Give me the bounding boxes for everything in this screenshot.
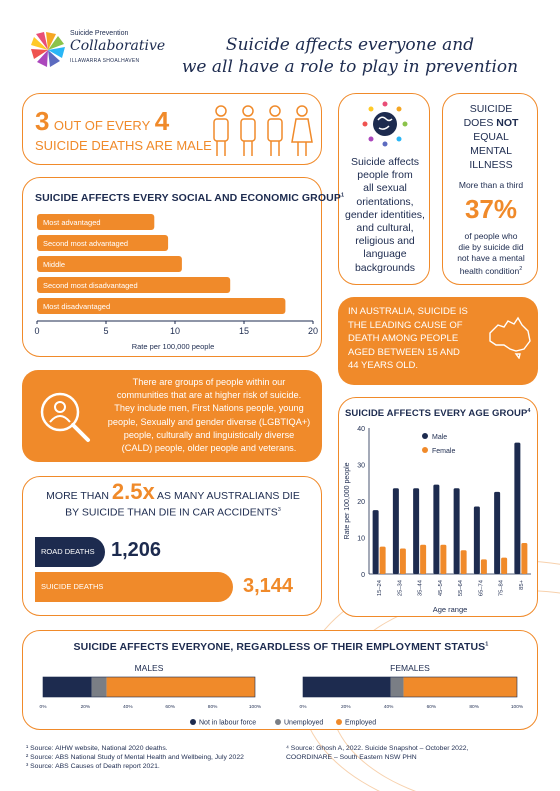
car-heading-text: MORE THAN [46,490,112,502]
australia-map-icon [486,315,532,359]
age-title-text: SUICIDE AFFECTS EVERY AGE GROUP [345,408,528,420]
male-stat-line1 [35,106,169,137]
mental-line: ILLNESS [469,159,513,171]
age-legend-swatch [422,433,428,439]
title-line1: Suicide affects everyone and [225,35,475,55]
employment-legend-swatch [190,719,196,725]
age-x-tick-label: 45–54 [437,580,444,597]
employment-group-label: MALES [134,663,164,673]
car-heading-text: BY SUICIDE THAN DIE IN CAR ACCIDENTS [65,506,278,519]
suicide-deaths-bar [35,572,233,602]
socio-title [35,192,344,204]
age-bar-male [514,443,520,574]
socio-tick-label: 10 [169,326,181,336]
employment-tick-label: 20% [340,705,351,710]
age-title [345,408,531,419]
age-bar-female [440,545,446,574]
socio-chart-svg [23,208,323,353]
footnote: ² Source: ABS National Study of Mental Health and Wellbeing, July 2022 [26,754,244,761]
groups-line: people, culturally and linguistically diverse [123,429,295,440]
suicide-deaths-label: SUICIDE DEATHS [41,582,104,591]
employment-legend-label: Unemployed [284,719,324,727]
employment-tick-label: 0% [299,705,307,710]
diversity-line: orientations, [356,195,414,208]
logo-line2: Collaborative [70,38,166,54]
logo-mark-icon [28,30,68,70]
mental-line [443,116,539,130]
age-x-tick-label: 55–64 [458,580,465,597]
socio-bar-label: Second most disadvantaged [43,281,138,290]
age-y-tick-label: 40 [357,426,365,433]
employment-legend-label: Employed [345,719,377,727]
australia-line: THE LEADING CAUSE OF [348,319,463,331]
mental-line-bold: NOT [496,117,519,129]
socio-tick-label: 20 [307,326,319,336]
globe-icon [361,100,409,148]
socio-bar-label: Second most advantaged [43,239,129,248]
male-stat-card [22,93,322,165]
car-heading-line1 [23,479,323,504]
mental-line: EQUAL [473,131,509,143]
socio-tick-label: 5 [103,326,109,336]
diversity-line: Suicide affects [350,156,420,168]
age-x-tick-label: 15–24 [377,580,384,597]
socio-bar-label: Middle [43,260,66,269]
page-title [170,34,530,78]
mental-desc-line: of people who [464,231,518,241]
age-bar-female [481,559,487,574]
australia-card [338,297,538,385]
employment-tick-label: 0% [39,705,47,710]
mental-line: MENTAL [470,145,512,157]
age-bar-female [461,550,467,574]
employment-bar-segment [107,677,255,697]
mental-desc [443,231,539,277]
mental-illness-card [442,93,538,285]
groups-line: communities that are at higher risk of suicide. [116,390,302,401]
logo-line1: Suicide Prevention [70,30,129,37]
male-stat-line2: SUICIDE DEATHS ARE MALE [35,138,212,153]
footnote: ³ Source: ABS Causes of Death report 2021. [26,763,160,770]
footnote: ⁴ Source: Ghosh A, 2022. Suicide Snapshot – October 2022, [286,745,469,752]
employment-group-label: FEMALES [390,663,430,673]
road-deaths-bar [35,537,105,567]
footnote: ¹ Source: AIHW website, National 2020 deaths. [26,745,168,752]
male-stat-mid: OUT OF EVERY [53,118,151,133]
socio-tick-label: 0 [34,326,40,336]
road-deaths-label: ROAD DEATHS [41,547,95,556]
australia-line: IN AUSTRALIA, SUICIDE IS [348,306,468,317]
age-legend-label: Male [432,434,448,441]
car-heading [23,479,323,520]
employment-title-text: SUICIDE AFFECTS EVERYONE, REGARDLESS OF THEIR EMPLOYMENT STATUS [73,641,486,653]
employment-chart-svg [23,657,539,729]
mental-desc-text: health condition [459,265,520,276]
diversity-card [338,93,430,285]
male-stat-n2: 4 [154,106,170,136]
people-icon [208,102,318,158]
employment-tick-label: 100% [510,705,524,710]
employment-bar-segment [391,677,404,697]
age-y-tick-label: 0 [361,572,365,579]
suicide-deaths-value: 3,144 [243,575,294,597]
mental-percent: 37% [464,194,518,224]
footnote-ref: 3 [277,507,281,513]
age-bar-female [501,558,507,574]
road-deaths-value: 1,206 [111,539,162,561]
employment-chart [23,657,539,729]
age-x-tick-label: 65–74 [478,580,485,597]
mental-desc-line [443,264,539,277]
employment-bar-segment [404,677,517,697]
car-heading-line2 [23,503,323,520]
age-y-tick-label: 20 [357,499,365,506]
australia-line: AGED BETWEEN 15 AND [348,346,460,358]
employment-tick-label: 80% [469,705,480,710]
age-bar-male [454,488,460,574]
diversity-line: language [363,248,407,261]
socioeconomic-card [22,177,345,357]
diversity-line: and cultural, [356,222,414,235]
footnote-ref: 2 [519,266,523,272]
socio-bar-label: Most disadvantaged [43,302,111,311]
groups-line: There are groups of people within our [132,377,286,387]
employment-title [23,641,539,653]
groups-card [22,370,322,462]
title-line2: we all have a role to play in prevention [181,57,519,77]
age-bar-female [521,543,527,574]
logo-line3: ILLAWARRA SHOALHAVEN [70,58,140,64]
groups-text [100,376,318,455]
magnifier-person-icon [36,388,94,446]
footnote: COORDINARE – South Eastern NSW PHN [286,754,417,761]
diversity-line: all sexual [363,182,407,195]
age-bar-male [373,510,379,574]
mental-line: SUICIDE [469,103,513,115]
employment-tick-label: 60% [165,705,176,710]
socio-title-text: SUICIDE AFFECTS EVERY SOCIAL AND ECONOMIC GROUP [35,192,341,204]
employment-legend-label: Not in labour force [199,719,257,727]
groups-line: (CALD) people, older people and veterans. [121,443,297,454]
groups-line: They include men, First Nations people, young [114,403,304,414]
footnote-ref: 4 [527,408,531,414]
australia-line: 44 YEARS OLD. [348,360,419,371]
age-y-tick-label: 30 [357,462,365,470]
mental-desc-line: not have a mental [457,253,525,263]
age-ylabel: Rate per 100,000 people [344,462,351,540]
employment-bar-segment [92,677,107,697]
age-bar-male [433,485,439,574]
employment-tick-label: 80% [207,705,218,710]
employment-tick-label: 20% [80,705,91,710]
footnotes-right [286,744,468,762]
socio-bar-label: Most advantaged [43,218,101,227]
employment-legend-swatch [275,719,281,725]
socio-xlabel: Rate per 100,000 people [131,342,215,351]
age-bar-male [413,488,419,574]
footnote-ref: 1 [340,192,345,199]
employment-tick-label: 40% [122,705,133,710]
male-stat-n1: 3 [35,106,50,136]
employment-legend-swatch [336,719,342,725]
diversity-text [341,156,429,275]
age-bar-male [494,492,500,574]
age-xlabel: Age range [432,605,468,614]
diversity-line: gender identities, [345,208,425,221]
age-bar-male [474,506,480,574]
age-bar-female [380,547,386,574]
mental-sub: More than a third [458,180,524,190]
socio-tick-label: 15 [238,326,250,336]
employment-tick-label: 40% [383,705,394,710]
age-bar-female [420,545,426,574]
age-x-tick-label: 75–84 [498,580,505,597]
logo [28,28,166,78]
age-y-tick-label: 10 [357,535,365,543]
diversity-line: backgrounds [354,261,416,274]
groups-line: people, Sexually and gender diverse (LGBTIQA+) [107,416,311,427]
footnotes-left [26,744,244,771]
age-x-tick-label: 35–44 [417,580,424,597]
employment-tick-label: 60% [426,705,437,710]
age-chart-svg [339,422,537,616]
age-legend-label: Female [432,448,456,455]
australia-line: DEATH AMONG PEOPLE [348,333,459,344]
age-bar-female [400,548,406,574]
diversity-line: people from [357,169,413,182]
mental-line-part: DOES [463,117,497,129]
employment-tick-label: 100% [248,705,262,710]
age-x-tick-label: 85+ [518,580,525,590]
age-card [338,397,538,617]
employment-bar-segment [43,677,92,697]
age-bar-male [393,488,399,574]
car-accidents-card [22,476,322,616]
employment-bar-segment [303,677,391,697]
age-x-tick-label: 25–34 [397,580,404,597]
employment-card [22,630,538,730]
diversity-line: religious and [355,235,415,248]
car-heading-text: AS MANY AUSTRALIANS DIE [154,490,300,502]
socio-chart [23,208,323,353]
age-legend-swatch [422,447,428,453]
age-chart [339,422,537,616]
mental-desc-line: die by suicide did [458,242,524,252]
car-multiplier: 2.5x [111,479,155,504]
footnote-ref: 1 [485,641,489,648]
